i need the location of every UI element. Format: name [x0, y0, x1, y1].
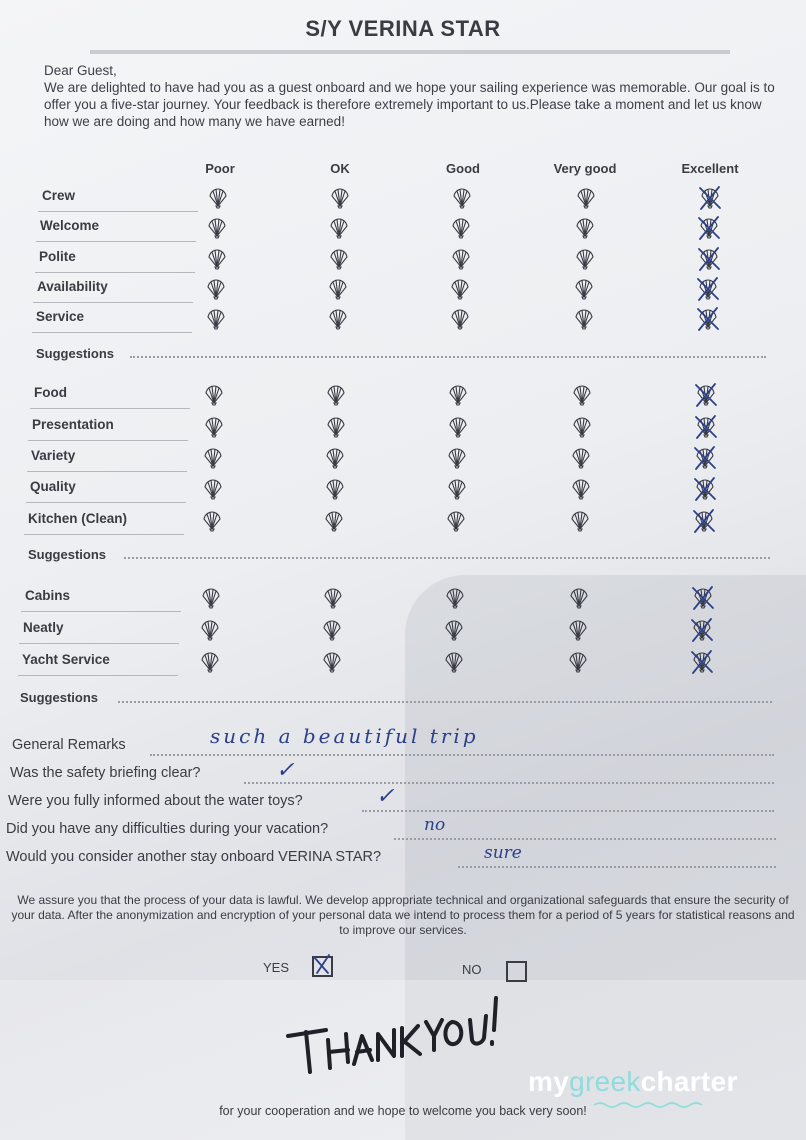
row-label-crew: Crew	[42, 188, 76, 203]
question-difficulties: Did you have any difficulties during your vacation?	[6, 821, 329, 837]
cross-mark-icon	[694, 305, 722, 333]
thank-you-handwriting	[282, 992, 512, 1082]
row-label-yacht-service: Yacht Service	[22, 652, 110, 667]
shell-icon[interactable]	[450, 217, 472, 239]
cross-mark-icon	[694, 275, 722, 303]
shell-icon[interactable]	[570, 447, 592, 469]
answer-water-toys: ✓	[376, 784, 395, 809]
shell-icon[interactable]	[328, 217, 350, 239]
row-label-food: Food	[34, 385, 67, 400]
shell-icon[interactable]	[571, 416, 593, 438]
answer-safety-briefing: ✓	[276, 758, 295, 783]
check-mark-icon	[311, 951, 333, 977]
row-label-service: Service	[36, 309, 85, 324]
privacy-text: We assure you that the process of your data is lawful. We develop appropriate technical and organizational safeguards that ensure the security of your data. After the anonymization and encryption of your personal data we intend to process them for a period of 5 years for statistical reasons and to improve our services.	[11, 893, 795, 937]
row-label-cabins: Cabins	[25, 588, 71, 603]
shell-icon[interactable]	[449, 308, 471, 330]
row-divider	[24, 534, 184, 535]
no-label: NO	[462, 962, 482, 977]
question-general-remarks: General Remarks	[12, 737, 126, 753]
answer-line-difficulties[interactable]	[394, 838, 776, 840]
shell-icon[interactable]	[443, 651, 465, 673]
title-divider	[90, 50, 730, 54]
cross-mark-icon	[691, 444, 719, 472]
cross-mark-icon	[690, 507, 718, 535]
shell-icon[interactable]	[321, 651, 343, 673]
shell-icon[interactable]	[200, 587, 222, 609]
shell-icon[interactable]	[321, 619, 343, 641]
shell-icon[interactable]	[323, 510, 345, 532]
suggestions-field-1[interactable]	[130, 356, 766, 358]
shell-icon[interactable]	[449, 278, 471, 300]
yes-label: YES	[263, 960, 290, 975]
shell-icon[interactable]	[574, 248, 596, 270]
question-water-toys: Were you fully informed about the water toys?	[8, 793, 303, 809]
row-divider	[35, 272, 195, 273]
row-divider	[26, 502, 186, 503]
cross-mark-icon	[688, 648, 716, 676]
shell-icon[interactable]	[443, 619, 465, 641]
cross-mark-icon	[692, 381, 720, 409]
shell-icon[interactable]	[327, 278, 349, 300]
shell-icon[interactable]	[328, 248, 350, 270]
cross-mark-icon	[691, 475, 719, 503]
privacy-statement	[8, 893, 798, 938]
cross-mark-icon	[695, 214, 723, 242]
row-divider	[33, 302, 193, 303]
shell-icon[interactable]	[199, 651, 221, 673]
shell-icon[interactable]	[445, 510, 467, 532]
row-divider	[30, 408, 190, 409]
shell-icon[interactable]	[202, 478, 224, 500]
row-label-polite: Polite	[39, 249, 76, 264]
intro-text: We are delighted to have had you as a guest onboard and we hope your sailing experience was memorable. Our goal is to offer you a five-star journey. Your feedback is therefore extremely important to us.Please take a moment and let us know how we are doing and how many we have earned!	[44, 80, 775, 129]
row-divider	[27, 471, 187, 472]
shell-icon[interactable]	[199, 619, 221, 641]
shell-icon[interactable]	[450, 248, 472, 270]
shell-icon[interactable]	[570, 478, 592, 500]
question-safety-briefing: Was the safety briefing clear?	[10, 765, 201, 781]
suggestions-label-3: Suggestions	[20, 690, 99, 705]
cross-mark-icon	[695, 245, 723, 273]
row-divider	[36, 241, 196, 242]
answer-line-general-remarks[interactable]	[150, 754, 774, 756]
suggestions-field-3[interactable]	[118, 701, 772, 703]
cross-mark-icon	[692, 413, 720, 441]
shell-icon[interactable]	[202, 447, 224, 469]
shell-icon[interactable]	[203, 384, 225, 406]
shell-icon[interactable]	[207, 187, 229, 209]
answer-line-another-stay[interactable]	[458, 866, 776, 868]
form-title: S/Y VERINA STAR	[305, 16, 501, 41]
no-checkbox[interactable]	[506, 961, 527, 982]
column-header-poor: Poor	[205, 161, 235, 176]
row-label-presentation: Presentation	[32, 417, 114, 432]
shell-icon[interactable]	[205, 308, 227, 330]
shell-icon[interactable]	[447, 416, 469, 438]
shell-icon[interactable]	[569, 510, 591, 532]
cross-mark-icon	[688, 616, 716, 644]
shell-icon[interactable]	[574, 217, 596, 239]
shell-icon[interactable]	[205, 278, 227, 300]
shell-icon[interactable]	[203, 416, 225, 438]
answer-general-remarks: such a beautiful trip	[210, 724, 479, 748]
shell-icon[interactable]	[206, 248, 228, 270]
row-divider	[18, 675, 178, 676]
row-divider	[19, 643, 179, 644]
row-divider	[38, 211, 198, 212]
suggestions-label-2: Suggestions	[28, 547, 107, 562]
shell-icon[interactable]	[325, 384, 347, 406]
answer-line-water-toys[interactable]	[362, 810, 774, 812]
row-label-welcome: Welcome	[40, 218, 100, 233]
row-divider	[28, 440, 188, 441]
shell-icon[interactable]	[573, 308, 595, 330]
answer-line-safety-briefing[interactable]	[244, 782, 774, 784]
cross-mark-icon	[696, 184, 724, 212]
answer-another-stay: sure	[484, 843, 522, 863]
shell-icon[interactable]	[567, 619, 589, 641]
shell-icon[interactable]	[451, 187, 473, 209]
logo-part-greek: greek	[569, 1066, 641, 1097]
shell-icon[interactable]	[446, 478, 468, 500]
row-label-availability: Availability	[37, 279, 108, 294]
logo-part-my: my	[528, 1066, 570, 1097]
shell-icon[interactable]	[568, 587, 590, 609]
suggestions-field-2[interactable]	[124, 557, 770, 559]
suggestions-label-1: Suggestions	[36, 346, 115, 361]
shell-icon[interactable]	[322, 587, 344, 609]
shell-icon[interactable]	[324, 447, 346, 469]
shell-icon[interactable]	[324, 478, 346, 500]
watermark-logo	[528, 1066, 738, 1098]
question-another-stay: Would you consider another stay onboard VERINA STAR?	[6, 849, 382, 865]
footer-text: for your cooperation and we hope to welcome you back very soon!	[219, 1104, 587, 1118]
column-header-excellent: Excellent	[681, 161, 739, 176]
column-header-ok: OK	[330, 161, 350, 176]
cross-mark-icon	[689, 584, 717, 612]
answer-difficulties: no	[424, 815, 446, 835]
shell-icon[interactable]	[325, 416, 347, 438]
shell-icon[interactable]	[444, 587, 466, 609]
row-divider	[32, 332, 192, 333]
row-label-quality: Quality	[30, 479, 76, 494]
row-label-kitchen-clean: Kitchen (Clean)	[28, 511, 128, 526]
greeting: Dear Guest,	[44, 63, 117, 78]
row-label-variety: Variety	[31, 448, 76, 463]
shell-icon[interactable]	[327, 308, 349, 330]
shell-icon[interactable]	[201, 510, 223, 532]
row-divider	[21, 611, 181, 612]
shell-icon[interactable]	[446, 447, 468, 469]
shell-icon[interactable]	[206, 217, 228, 239]
shell-icon[interactable]	[329, 187, 351, 209]
shell-icon[interactable]	[575, 187, 597, 209]
shell-icon[interactable]	[573, 278, 595, 300]
logo-part-charter: charter	[640, 1066, 738, 1097]
column-header-good: Good	[446, 161, 480, 176]
intro-block	[44, 62, 779, 130]
yes-checkbox[interactable]	[312, 956, 333, 977]
column-header-very-good: Very good	[553, 161, 617, 176]
shell-icon[interactable]	[571, 384, 593, 406]
shell-icon[interactable]	[447, 384, 469, 406]
row-label-neatly: Neatly	[23, 620, 64, 635]
shell-icon[interactable]	[567, 651, 589, 673]
